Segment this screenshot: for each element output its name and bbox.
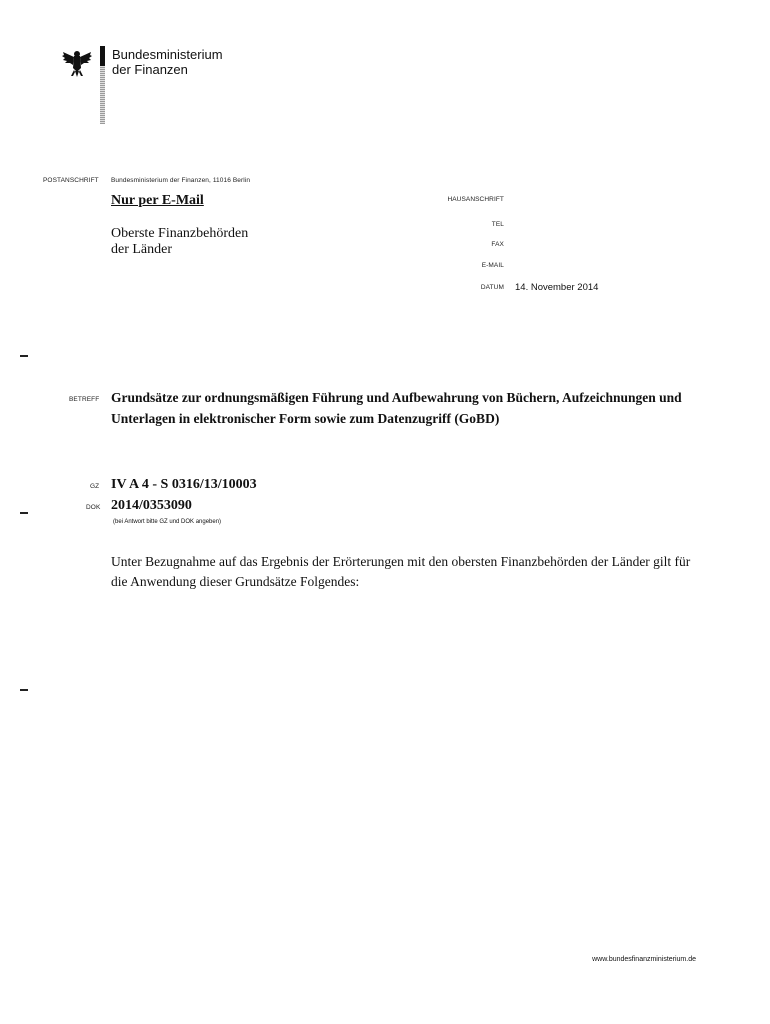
hausanschrift-label: HAUSANSCHRIFT bbox=[447, 196, 504, 203]
ministry-logo-text bbox=[112, 47, 223, 77]
fold-mark-bottom bbox=[20, 689, 28, 691]
recipient-address bbox=[111, 226, 248, 258]
punch-mark bbox=[20, 512, 28, 514]
logo-divider-bar bbox=[100, 46, 105, 124]
federal-eagle-icon bbox=[61, 46, 93, 78]
postanschrift-label: POSTANSCHRIFT bbox=[43, 177, 99, 184]
tel-label: TEL bbox=[491, 221, 504, 228]
email-label: E-MAIL bbox=[481, 262, 504, 269]
recipient-line-2: der Länder bbox=[111, 242, 173, 257]
logo-line-2: der Finanzen bbox=[112, 62, 188, 77]
recipient-line-1: Oberste Finanzbehörden bbox=[111, 226, 249, 241]
betreff-label: BETREFF bbox=[69, 396, 100, 403]
dok-label: DOK bbox=[86, 504, 101, 511]
postanschrift-value: Bundesministerium der Finanzen, 11016 Berlin bbox=[111, 177, 251, 184]
dok-value: 2014/0353090 bbox=[111, 498, 192, 513]
datum-label: DATUM bbox=[480, 284, 504, 291]
reply-hint: (bei Antwort bitte GZ und DOK angeben) bbox=[113, 519, 222, 525]
body-paragraph: Unter Bezugnahme auf das Ergebnis der Erörterungen mit den obersten Finanzbehörden der Länder gilt für die Anwendung dieser Grundsätze Folgendes: bbox=[111, 554, 691, 589]
fold-mark-top bbox=[20, 355, 28, 357]
gz-value: IV A 4 - S 0316/13/10003 bbox=[111, 477, 257, 492]
gz-label: GZ bbox=[90, 483, 100, 490]
delivery-note: Nur per E-Mail bbox=[111, 193, 204, 208]
datum-value: 14. November 2014 bbox=[515, 282, 599, 293]
subject-text: Grundsätze zur ordnungsmäßigen Führung und Aufbewahrung von Büchern, Aufzeichnungen und Unterlagen in elektronischer Form sowie zum Datenzugriff (GoBD) bbox=[111, 390, 682, 426]
fax-label: FAX bbox=[491, 241, 504, 248]
logo-line-1: Bundesministerium bbox=[112, 47, 223, 62]
footer-website: www.bundesfinanzministerium.de bbox=[592, 956, 696, 963]
